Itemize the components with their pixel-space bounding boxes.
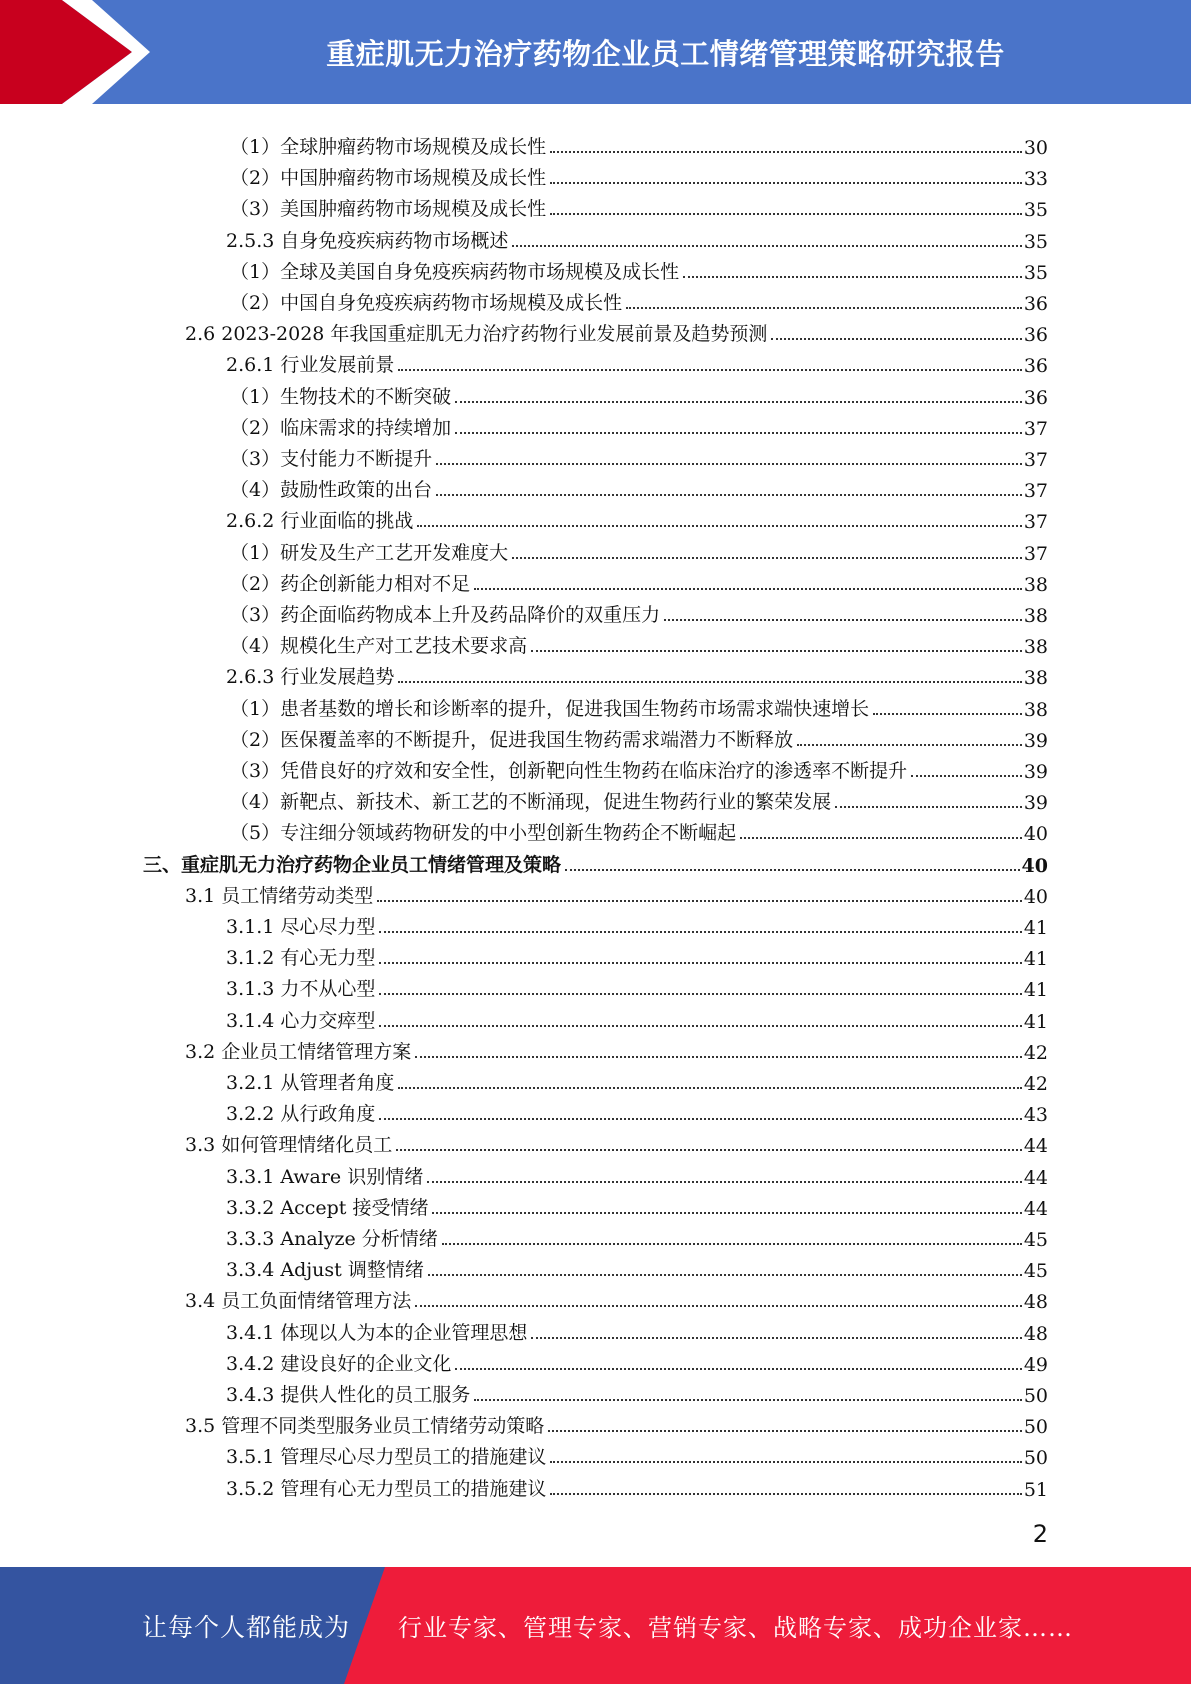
toc-entry-page: 35: [1023, 199, 1048, 222]
toc-leader-dots: [531, 650, 1022, 652]
toc-entry-page: 50: [1023, 1416, 1048, 1439]
toc-entry-page: 36: [1023, 386, 1048, 409]
toc-entry-page: 41: [1023, 979, 1048, 1002]
toc-entry-label: 2.6 2023-2028 年我国重症肌无力治疗药物行业发展前景及趋势预测: [185, 323, 768, 346]
toc-entry-label: （1）患者基数的增长和诊断率的提升，促进我国生物药市场需求端快速增长: [230, 697, 870, 720]
toc-leader-dots: [396, 1149, 1022, 1151]
toc-entry[interactable]: [230, 627, 1048, 658]
toc-entry-label: 3.1.2 有心无力型: [226, 947, 376, 970]
toc-entry-page: 36: [1023, 355, 1048, 378]
toc-entry-page: 51: [1023, 1478, 1048, 1501]
toc-entry-page: 48: [1023, 1291, 1048, 1314]
toc-entry[interactable]: [226, 1438, 1048, 1469]
toc-leader-dots: [379, 1025, 1021, 1027]
toc-entry-page: 45: [1023, 1260, 1048, 1283]
toc-entry-label: （1）生物技术的不断突破: [230, 385, 452, 408]
toc-entry-label: （2）药企创新能力相对不足: [230, 572, 471, 595]
toc-entry[interactable]: [226, 970, 1048, 1001]
toc-entry-page: 41: [1023, 917, 1048, 939]
toc-entry[interactable]: [230, 752, 1048, 783]
toc-entry-label: （2）医保覆盖率的不断提升，促进我国生物药需求端潜力不断释放: [230, 728, 794, 751]
toc-entry[interactable]: [185, 877, 1048, 908]
toc-leader-dots: [835, 806, 1022, 808]
header-underline: [0, 104, 1191, 107]
toc-entry-label: 3.4.1 体现以人为本的企业管理思想: [226, 1321, 528, 1344]
toc-leader-dots: [550, 1493, 1021, 1495]
toc-entry-label: 2.6.3 行业发展趋势: [226, 666, 395, 689]
toc-leader-dots: [455, 432, 1022, 434]
toc-entry-page: 41: [1023, 1010, 1048, 1033]
toc-leader-dots: [379, 931, 1021, 933]
toc-entry-page: 38: [1023, 573, 1048, 596]
toc-leader-dots: [771, 338, 1021, 340]
toc-entry-label: （2）中国肿瘤药物市场规模及成长性: [230, 167, 547, 190]
toc-entry-label: 3.1.3 力不从心型: [226, 978, 376, 1001]
toc-entry-label: 3.4.3 提供人性化的员工服务: [226, 1384, 471, 1406]
toc-entry-label: （3）凭借良好的疗效和安全性，创新靶向性生物药在临床治疗的渗透率不断提升: [230, 760, 908, 782]
toc-entry-label: 3.3.2 Accept 接受情绪: [226, 1196, 429, 1219]
toc-entry-page: 36: [1023, 293, 1048, 315]
toc-entry[interactable]: [226, 1220, 1048, 1251]
page-header: [0, 0, 1191, 111]
toc-entry[interactable]: [226, 658, 1048, 689]
toc-entry-label: 3.4 员工负面情绪管理方法: [185, 1290, 412, 1313]
toc-entry-page: 49: [1023, 1353, 1048, 1376]
toc-entry-label: （3）药企面临药物成本上升及药品降价的双重压力: [230, 604, 661, 626]
toc-entry[interactable]: [230, 814, 1048, 845]
toc-leader-dots: [417, 525, 1021, 527]
toc-leader-dots: [873, 713, 1022, 715]
toc-leader-dots: [548, 1430, 1022, 1432]
toc-entry-page: 43: [1023, 1104, 1048, 1127]
toc-entry-page: 48: [1023, 1322, 1048, 1345]
toc-entry-label: （2）中国自身免疫疾病药物市场规模及成长性: [230, 292, 623, 314]
toc-entry-label: （1）全球及美国自身免疫疾病药物市场规模及成长性: [230, 260, 680, 283]
toc-entry[interactable]: [230, 378, 1048, 409]
toc-entry-label: 3.3 如何管理情绪化员工: [185, 1134, 393, 1157]
toc-entry-label: 3.1.4 心力交瘁型: [226, 1009, 376, 1032]
toc-entry-label: （4）规模化生产对工艺技术要求高: [230, 635, 528, 658]
toc-leader-dots: [398, 1087, 1021, 1089]
toc-entry[interactable]: [230, 690, 1048, 721]
toc-entry[interactable]: [185, 1407, 1048, 1438]
toc-leader-dots: [398, 369, 1021, 371]
toc-entry-label: 3.1 员工情绪劳动类型: [185, 884, 374, 907]
toc-leader-dots: [474, 1399, 1021, 1401]
toc-entry[interactable]: [230, 159, 1048, 190]
toc-entry[interactable]: [185, 1282, 1048, 1313]
toc-entry[interactable]: [226, 939, 1048, 970]
toc-entry[interactable]: [185, 1126, 1048, 1157]
toc-entry-page: 44: [1023, 1166, 1048, 1189]
toc-entry-label: 2.6.2 行业面临的挑战: [226, 510, 414, 533]
toc-entry[interactable]: [185, 315, 1048, 346]
toc-entry-label: 3.2 企业员工情绪管理方案: [185, 1040, 412, 1063]
toc-entry-page: 39: [1023, 761, 1048, 783]
toc-entry-page: 44: [1023, 1135, 1048, 1158]
toc-leader-dots: [436, 463, 1022, 465]
toc-entry-label: （3）美国肿瘤药物市场规模及成长性: [230, 198, 547, 221]
toc-entry[interactable]: [230, 534, 1048, 565]
page-number: 2: [1032, 1520, 1048, 1548]
toc-leader-dots: [455, 401, 1022, 403]
toc-entry[interactable]: [226, 1314, 1048, 1345]
toc-entry-label: 3.3.1 Aware 识别情绪: [226, 1165, 424, 1188]
toc-leader-dots: [415, 1056, 1022, 1058]
toc-leader-dots: [379, 962, 1021, 964]
toc-entry-label: 3.5.1 管理尽心尽力型员工的措施建议: [226, 1446, 547, 1469]
toc-entry-page: 38: [1023, 698, 1048, 721]
toc-entry-page: 41: [1023, 948, 1048, 971]
toc-entry-label: 3.3.3 Analyze 分析情绪: [226, 1228, 438, 1250]
toc-entry-page: 45: [1023, 1229, 1048, 1251]
toc-entry[interactable]: [226, 908, 1048, 939]
toc-entry[interactable]: [230, 440, 1048, 471]
toc-entry[interactable]: [230, 565, 1048, 596]
toc-entry[interactable]: [226, 1345, 1048, 1376]
toc-leader-dots: [455, 1368, 1021, 1370]
toc-entry[interactable]: [226, 1189, 1048, 1220]
toc-leader-dots: [550, 151, 1022, 153]
toc-entry-label: 2.5.3 自身免疫疾病药物市场概述: [226, 229, 509, 252]
toc-leader-dots: [550, 213, 1022, 215]
toc-leader-dots: [377, 900, 1022, 902]
toc-entry-label: （4）新靶点、新技术、新工艺的不断涌现，促进生物药行业的繁荣发展: [230, 791, 832, 814]
toc-entry-label: （1）研发及生产工艺开发难度大: [230, 541, 509, 564]
toc-entry[interactable]: [226, 1002, 1048, 1033]
toc-entry-label: 2.6.1 行业发展前景: [226, 354, 395, 377]
toc-entry-page: 40: [1023, 885, 1048, 908]
toc-entry-label: 3.2.2 从行政角度: [226, 1103, 376, 1126]
toc-entry-page: 39: [1023, 792, 1048, 815]
toc-leader-dots: [428, 1274, 1022, 1276]
toc-leader-dots: [512, 557, 1022, 559]
page-footer: [0, 1567, 1191, 1684]
toc-entry-page: 37: [1023, 480, 1048, 503]
toc-entry[interactable]: [230, 128, 1048, 159]
toc-entry[interactable]: [226, 346, 1048, 377]
toc-entry-page: 42: [1023, 1041, 1048, 1064]
toc-entry-label: 3.2.1 从管理者角度: [226, 1072, 395, 1094]
toc-entry-label: （4）鼓励性政策的出台: [230, 479, 433, 502]
toc-entry-label: 3.4.2 建设良好的企业文化: [226, 1352, 452, 1375]
toc-entry[interactable]: [226, 1158, 1048, 1189]
toc-entry-page: 37: [1023, 449, 1048, 471]
footer-slogan-right: 行业专家、管理专家、营销专家、战略专家、成功企业家……: [398, 1614, 1073, 1642]
toc-leader-dots: [512, 245, 1021, 247]
toc-leader-dots: [626, 307, 1022, 309]
toc-leader-dots: [398, 681, 1021, 683]
toc-entry[interactable]: [185, 1033, 1048, 1064]
toc-leader-dots: [683, 276, 1022, 278]
toc-entry-page: 30: [1023, 137, 1048, 159]
toc-leader-dots: [550, 1461, 1021, 1463]
toc-leader-dots: [664, 619, 1022, 621]
toc-entry-page: 44: [1023, 1197, 1048, 1220]
toc-entry[interactable]: [230, 783, 1048, 814]
toc-entry[interactable]: [230, 253, 1048, 284]
toc-entry-page: 37: [1023, 542, 1048, 565]
toc-entry-page: 36: [1023, 324, 1048, 347]
toc-entry-page: 38: [1023, 667, 1048, 690]
toc-entry[interactable]: [143, 846, 1048, 877]
document-title: 重症肌无力治疗药物企业员工情绪管理策略研究报告: [326, 36, 1005, 71]
toc-leader-dots: [797, 744, 1022, 746]
toc-entry-page: 42: [1023, 1073, 1048, 1095]
footer-slogan-left: 让每个人都能成为: [142, 1612, 351, 1642]
toc-entry[interactable]: [226, 1470, 1048, 1501]
toc-leader-dots: [442, 1243, 1022, 1245]
toc-leader-dots: [550, 182, 1022, 184]
toc-entry-label: 3.5 管理不同类型服务业员工情绪劳动策略: [185, 1415, 545, 1438]
toc-entry[interactable]: [230, 721, 1048, 752]
toc-entry[interactable]: [230, 409, 1048, 440]
toc-entry-label: （2）临床需求的持续增加: [230, 416, 452, 439]
toc-leader-dots: [565, 869, 1020, 871]
toc-entry[interactable]: [226, 1064, 1048, 1095]
toc-leader-dots: [911, 775, 1022, 777]
toc-entry-page: 37: [1023, 417, 1048, 440]
toc-entry-label: （3）支付能力不断提升: [230, 448, 433, 470]
toc-entry[interactable]: [226, 1376, 1048, 1407]
toc-leader-dots: [436, 494, 1022, 496]
toc-entry-label: 三、重症肌无力治疗药物企业员工情绪管理及策略: [143, 853, 562, 876]
toc-entry-page: 40: [1023, 823, 1048, 846]
toc-entry-page: 38: [1023, 636, 1048, 659]
toc-entry[interactable]: [226, 1095, 1048, 1126]
toc-leader-dots: [427, 1181, 1022, 1183]
toc-entry[interactable]: [230, 284, 1048, 315]
toc-entry-page: 37: [1023, 511, 1048, 534]
toc-entry-page: 35: [1023, 261, 1048, 284]
toc-entry-page: 35: [1023, 230, 1048, 253]
toc-leader-dots: [432, 1212, 1021, 1214]
toc-leader-dots: [379, 1118, 1021, 1120]
toc-entry-page: 33: [1023, 168, 1048, 191]
toc-entry[interactable]: [230, 596, 1048, 627]
toc-entry-page: 39: [1023, 729, 1048, 752]
toc-entry-page: 50: [1023, 1385, 1048, 1407]
toc-leader-dots: [740, 837, 1022, 839]
toc-leader-dots: [379, 993, 1021, 995]
toc-entry-label: （1）全球肿瘤药物市场规模及成长性: [230, 136, 547, 158]
toc-entry-label: 3.1.1 尽心尽力型: [226, 916, 376, 938]
toc-entry-page: 50: [1023, 1447, 1048, 1470]
toc-entry[interactable]: [226, 1251, 1048, 1282]
toc-entry[interactable]: [230, 190, 1048, 221]
toc-entry-label: 3.3.4 Adjust 调整情绪: [226, 1259, 424, 1282]
toc-entry-label: （5）专注细分领域药物研发的中小型创新生物药企不断崛起: [230, 822, 737, 845]
toc-entry[interactable]: [226, 502, 1048, 533]
toc-entry[interactable]: [230, 471, 1048, 502]
toc-entry-label: 3.5.2 管理有心无力型员工的措施建议: [226, 1477, 547, 1500]
toc-entry-page: 40: [1021, 854, 1048, 877]
toc-entry[interactable]: [226, 222, 1048, 253]
toc-leader-dots: [415, 1305, 1022, 1307]
toc-leader-dots: [474, 588, 1022, 590]
toc-entry-page: 38: [1023, 605, 1048, 627]
toc-leader-dots: [531, 1337, 1021, 1339]
